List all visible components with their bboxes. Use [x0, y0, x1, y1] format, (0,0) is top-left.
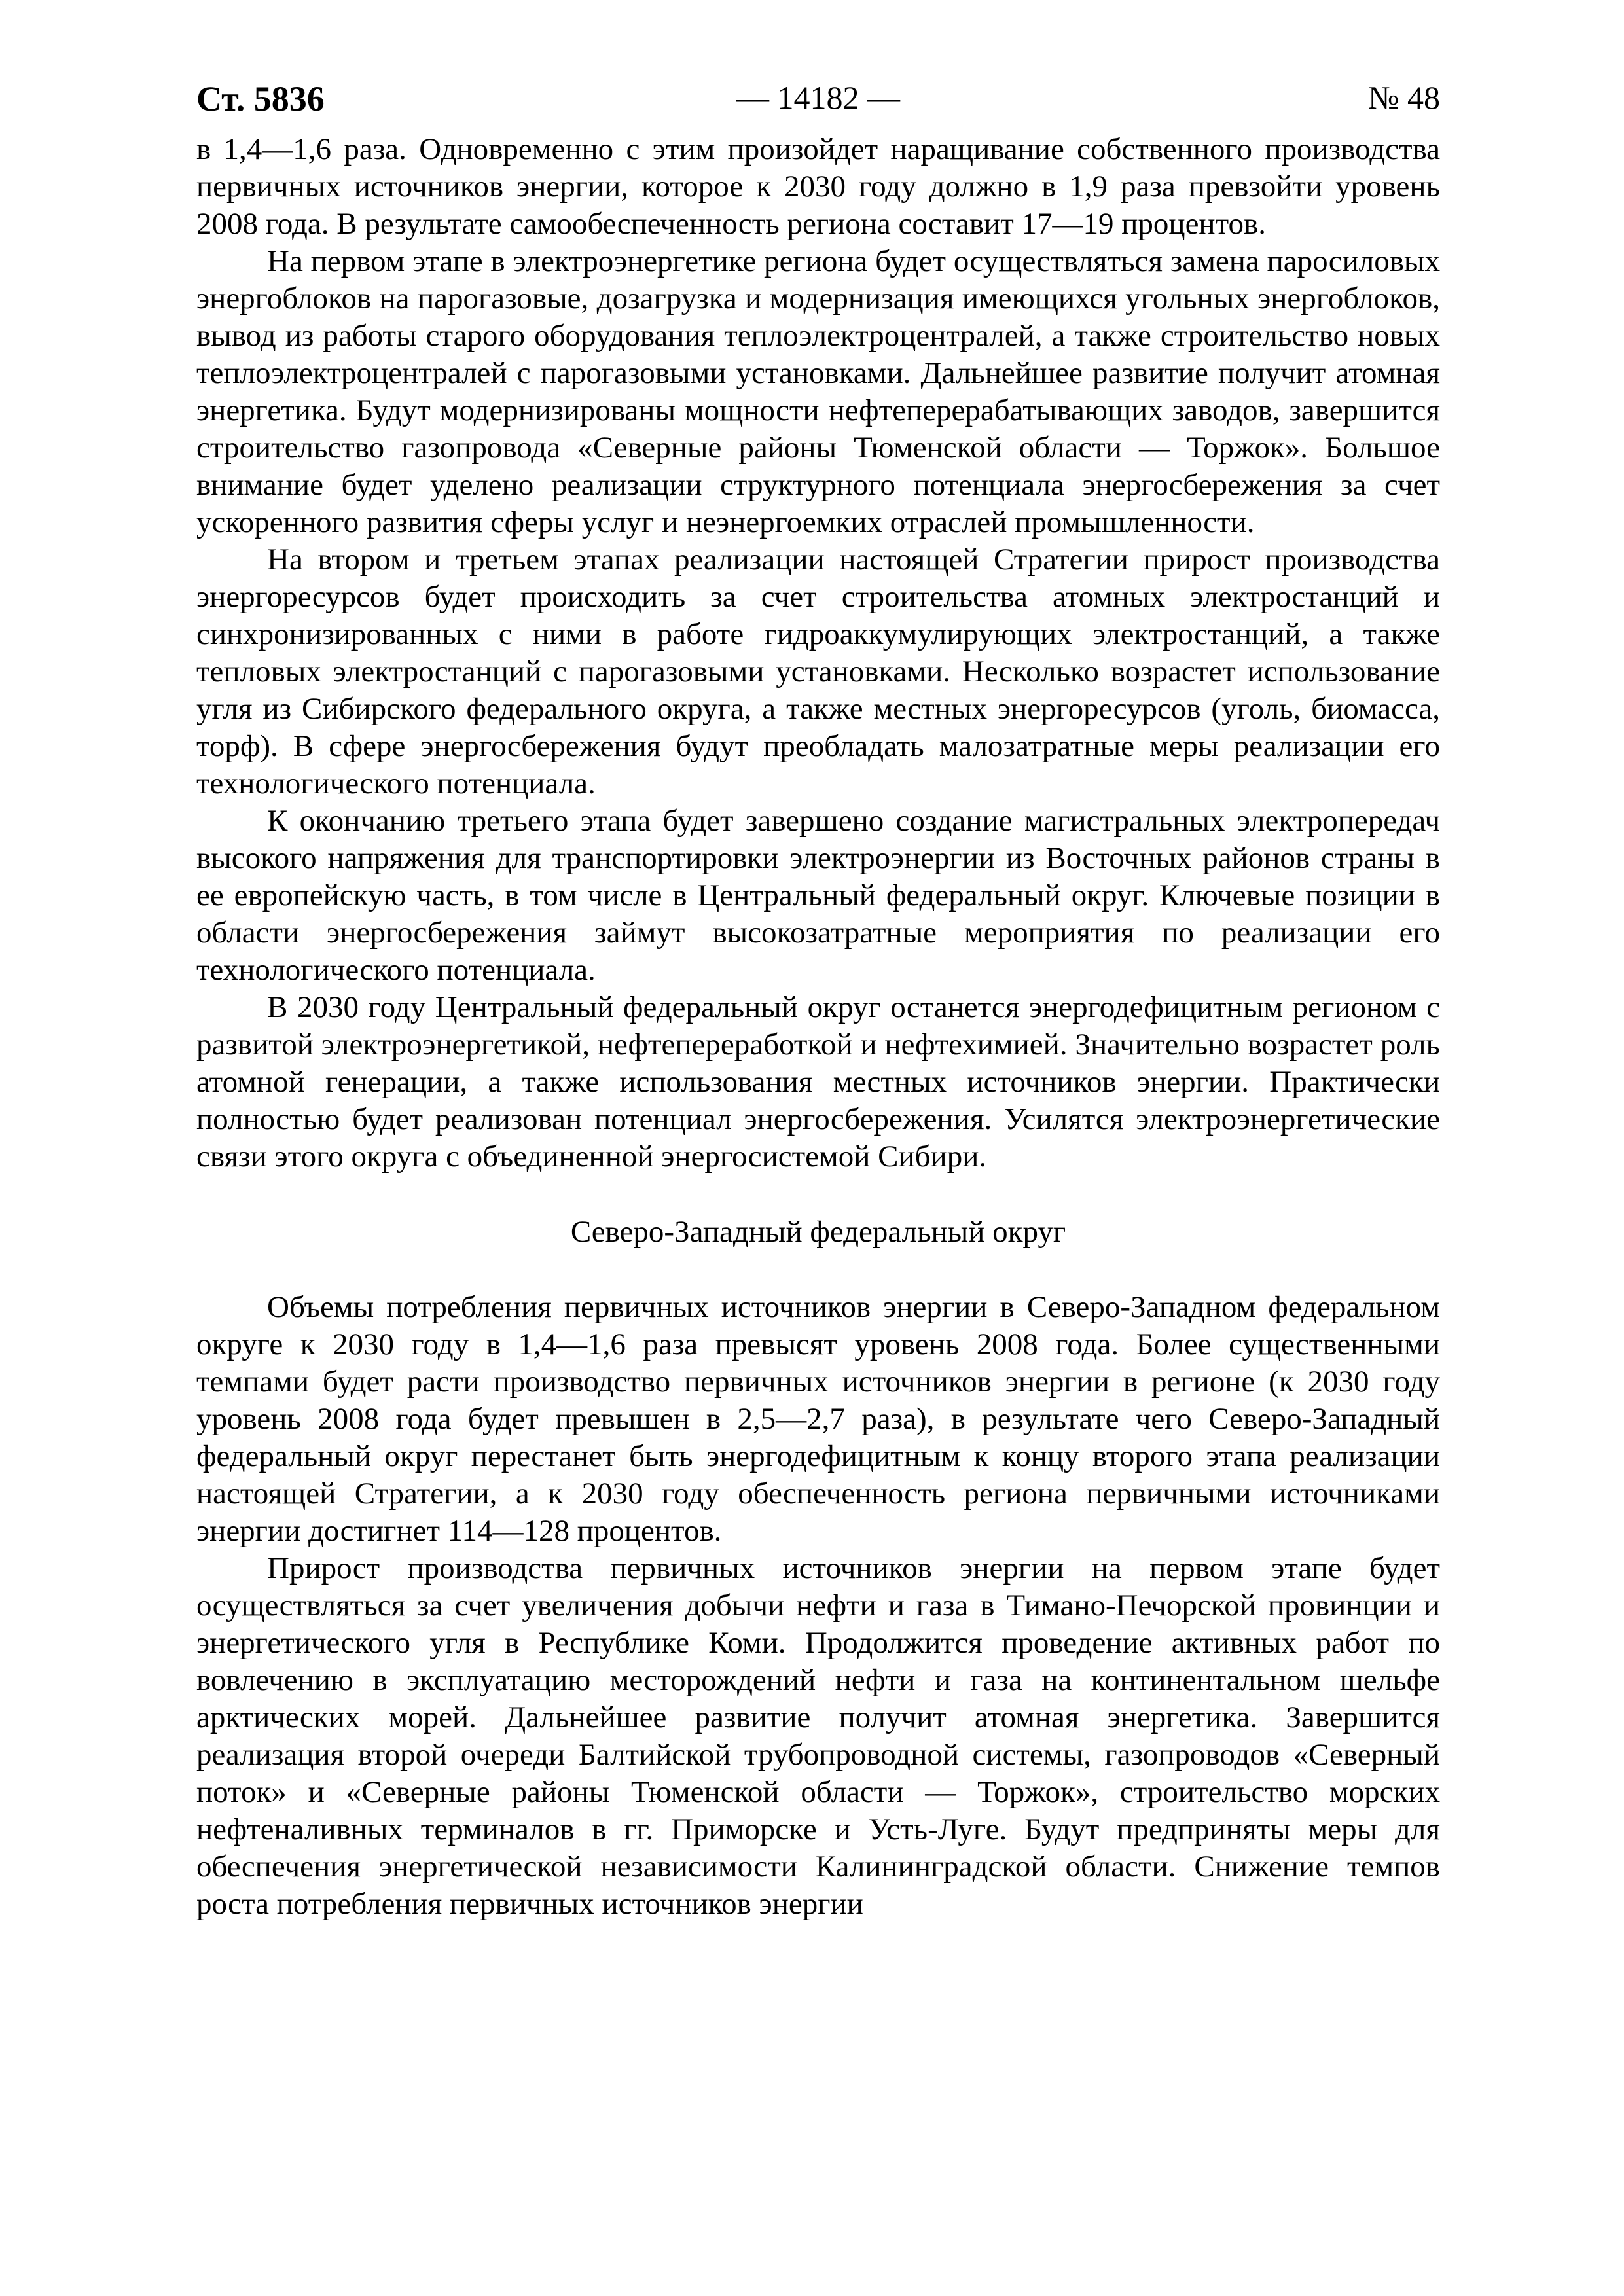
paragraph: На втором и третьем этапах реализации настоящей Стратегии прирост производства энергоресурсов будет происходить за счет строительства атомных электростанций и синхронизированных с ними в работе гидроаккумулирующих электростанций, а также тепловых электростанций с парогазовыми установками. Несколько возрастет использование угля из Сибирского федерального округа, а также местных энергоресурсов (уголь, биомасса, торф). В сфере энергосбережения будут преобладать малозатратные меры реализации его технологического потенциала.	[196, 543, 1440, 800]
section-title: Северо-Западный федеральный округ	[570, 1215, 1066, 1249]
paragraph: Объемы потребления первичных источников энергии в Северо-Западном федеральном округе к 2030 году в 1,4—1,6 раза превысят уровень 2008 года. Более существенными темпами будет расти производство первичных источников энергии в регионе (к 2030 году уровень 2008 года будет превышен в 2,5—2,7 раза), в результате чего Северо-Западный федеральный округ перестанет быть энергодефицитным к концу второго этапа реализации настоящей Стратегии, а к 2030 году обеспеченность региона первичными источниками энергии достигнет 114—128 процентов.	[196, 1290, 1440, 1548]
page-number: — 14182 —	[736, 79, 900, 116]
body-text	[196, 131, 1440, 1923]
paragraph: На первом этапе в электроэнергетике региона будет осуществляться замена паросиловых энергоблоков на парогазовые, дозагрузка и модернизация имеющихся угольных энергоблоков, вывод из работы старого оборудования теплоэлектроцентралей, а также строительство новых теплоэлектроцентралей с парогазовыми установками. Дальнейшее развитие получит атомная энергетика. Будут модернизированы мощности нефтеперерабатывающих заводов, завершится строительство газопровода «Северные районы Тюменской области — Торжок». Большое внимание будет уделено реализации структурного потенциала энергосбережения за счет ускоренного развития сферы услуг и неэнергоемких отраслей промышленности.	[196, 244, 1440, 539]
paragraph: В 2030 году Центральный федеральный округ останется энергодефицитным регионом с развитой электроэнергетикой, нефтепереработкой и нефтехимией. Значительно возрастет роль атомной генерации, а также использования местных источников энергии. Практически полностью будет реализован потенциал энергосбережения. Усилятся электроэнергетические связи этого округа с объединенной энергосистемой Сибири.	[196, 990, 1440, 1174]
page-header	[196, 72, 1440, 131]
issue-number: № 48	[1367, 79, 1440, 116]
paragraph-continuation: в 1,4—1,6 раза. Одновременно с этим произойдет наращивание собственного производства первичных источников энергии, которое к 2030 году должно в 1,9 раза превзойти уровень 2008 года. В результате самообеспеченность региона составит 17—19 процентов.	[196, 132, 1440, 241]
document-page	[196, 72, 1440, 2232]
paragraph: К окончанию третьего этапа будет завершено создание магистральных электропередач высокого напряжения для транспортировки электроэнергии из Восточных районов страны в ее европейскую часть, в том числе в Центральный федеральный округ. Ключевые позиции в области энергосбережения займут высокозатратные мероприятия по реализации его технологического потенциала.	[196, 804, 1440, 987]
paragraph: Прирост производства первичных источников энергии на первом этапе будет осуществляться за счет увеличения добычи нефти и газа в Тимано-Печорской провинции и энергетического угля в Республике Коми. Продолжится проведение активных работ по вовлечению в эксплуатацию месторождений нефти и газа на континентальном шельфе арктических морей. Дальнейшее развитие получит атомная энергетика. Завершится реализация второй очереди Балтийской трубопроводной системы, газопроводов «Северный поток» и «Северные районы Тюменской области — Торжок», строительство морских нефтеналивных терминалов в гг. Приморске и Усть-Луге. Будут предприняты меры для обеспечения энергетической независимости Калининградской области. Снижение темпов роста потребления первичных источников энергии	[196, 1551, 1440, 1921]
article-number: Ст. 5836	[196, 79, 325, 118]
